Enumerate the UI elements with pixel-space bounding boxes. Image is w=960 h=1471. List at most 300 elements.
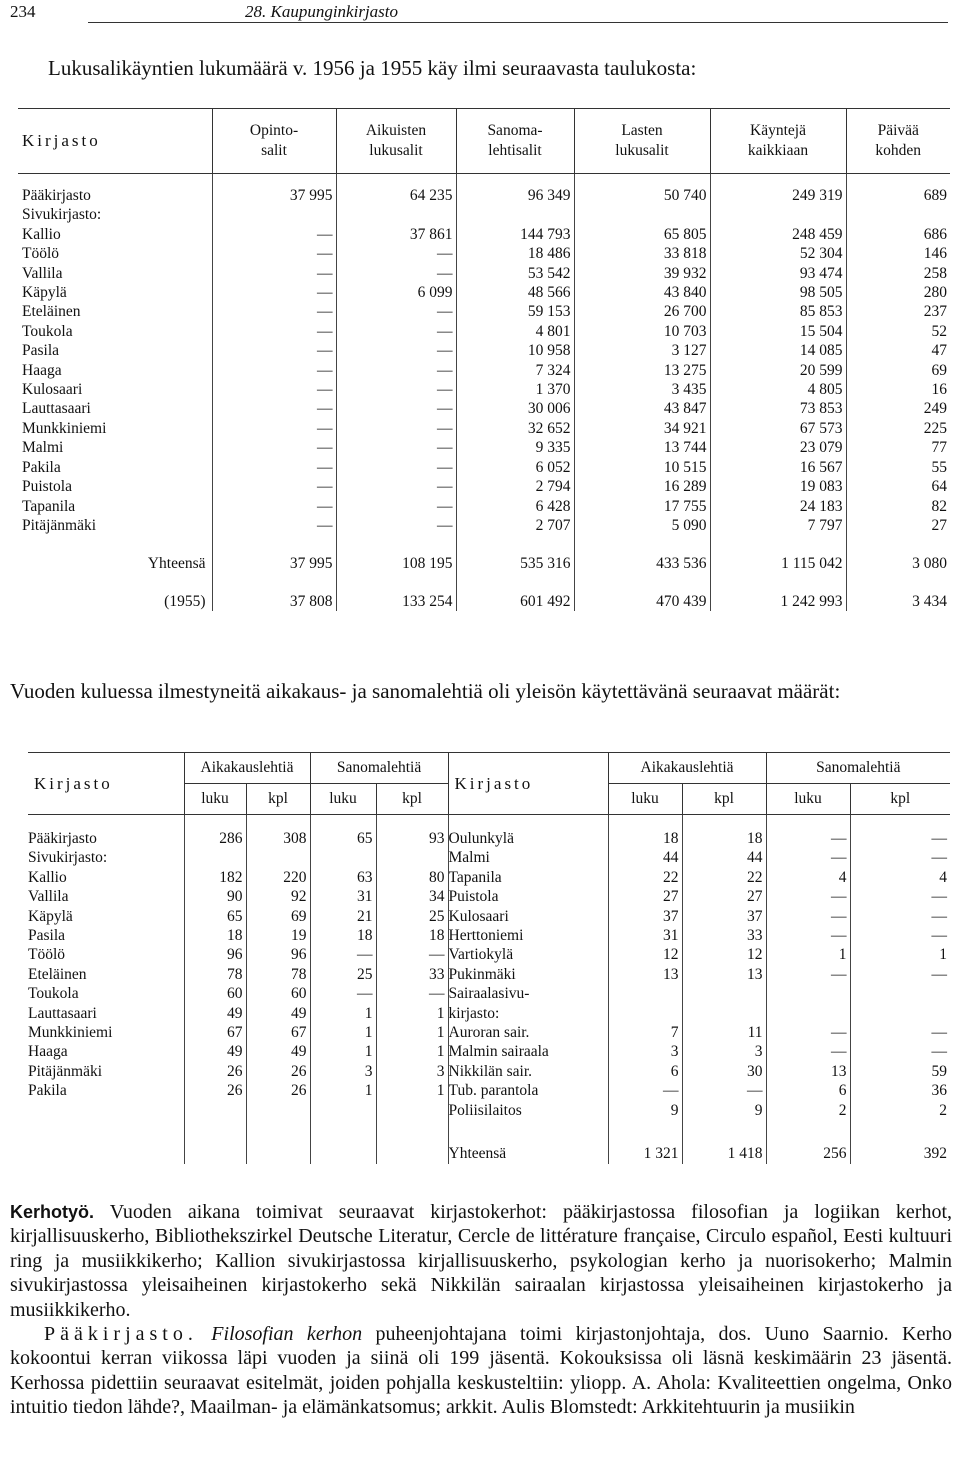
table-row	[18, 322, 950, 341]
table-cell: 11	[682, 1023, 766, 1042]
library-name: Pasila	[22, 342, 60, 360]
table2-header-row-1	[28, 753, 950, 784]
table-cell: 4	[850, 868, 950, 887]
table-cell: 6	[766, 1081, 850, 1100]
table-row	[18, 264, 950, 283]
table-cell: 48 566	[456, 283, 574, 302]
table-cell: 13	[608, 965, 682, 984]
table-cell: 52	[846, 322, 950, 341]
table-cell: 33 818	[574, 244, 710, 263]
library-name: Töölö	[22, 245, 60, 263]
library-name: Haaga	[22, 361, 62, 379]
table-cell: 9 335	[456, 438, 574, 457]
table-cell: 5 090	[574, 516, 710, 535]
library-name: Käpylä	[28, 907, 73, 925]
library-name: Puistola	[22, 478, 72, 496]
table-cell: —	[336, 322, 456, 341]
table-cell: —	[608, 1081, 682, 1100]
library-name: Munkkiniemi	[28, 1024, 113, 1042]
table-cell	[682, 984, 766, 1003]
table-cell: —	[212, 516, 336, 535]
table-cell: 18	[682, 829, 766, 848]
table-row	[18, 361, 950, 380]
table-row	[28, 907, 950, 926]
table-cell: 182	[184, 868, 246, 887]
table-cell: 96	[246, 945, 310, 964]
table1-body	[18, 174, 950, 612]
col-library-left: Kirjasto	[28, 753, 184, 815]
table-cell: 12	[682, 945, 766, 964]
table-cell: —	[212, 438, 336, 457]
table-cell: 98 505	[710, 283, 846, 302]
library-name: Vartiokylä	[448, 945, 608, 964]
table-cell: —	[212, 497, 336, 516]
table-cell: —	[336, 302, 456, 321]
total-cell: 1 418	[682, 1144, 766, 1163]
table-cell: 64	[846, 477, 950, 496]
table-row	[28, 1101, 950, 1120]
table-cell: 280	[846, 283, 950, 302]
table-cell: 93	[376, 829, 448, 848]
table-cell: —	[212, 225, 336, 244]
library-name: Eteläinen	[28, 965, 87, 983]
library-name: Sairaalasivu-	[448, 984, 608, 1003]
table-cell: —	[850, 829, 950, 848]
table-cell: 26	[246, 1081, 310, 1100]
section-lead: Pääkirjasto.	[44, 1323, 198, 1346]
table-cell: 23 079	[710, 438, 846, 457]
library-name: Pasila	[28, 927, 66, 945]
prev-cell: 601 492	[456, 591, 574, 611]
table-cell	[608, 1004, 682, 1023]
library-name: Toukola	[22, 322, 73, 340]
table-cell: 144 793	[456, 225, 574, 244]
table-cell	[682, 1004, 766, 1023]
table-row	[18, 244, 950, 263]
table-cell: 92	[246, 887, 310, 906]
table-cell: —	[336, 458, 456, 477]
table-cell: 82	[846, 497, 950, 516]
table-cell: 9	[608, 1101, 682, 1120]
table-cell: 65 805	[574, 225, 710, 244]
col-titles: luku	[608, 784, 682, 815]
table-cell: 60	[184, 984, 246, 1003]
library-name: Lauttasaari	[28, 1004, 97, 1022]
table-cell: 34	[376, 887, 448, 906]
table-cell: —	[336, 341, 456, 360]
section-lead: Kerhotyö.	[10, 1202, 95, 1222]
table-cell: 73 853	[710, 399, 846, 418]
table-cell	[310, 1101, 376, 1120]
table-cell: 1	[376, 1042, 448, 1061]
table-cell: 26	[246, 1062, 310, 1081]
table-cell: 37 861	[336, 225, 456, 244]
library-name: Munkkiniemi	[22, 419, 107, 437]
table-cell	[574, 205, 710, 224]
col-copies: kpl	[850, 784, 950, 815]
library-name	[28, 1101, 184, 1120]
library-name: Malmi	[448, 848, 608, 867]
paragraph-text: puheenjohtajana toimi kirjastonjohtaja, dos. Uuno Saarnio. Kerho kokoontui kerran viikossa läpi vuoden ja siinä oli 199 jäsentä. Kokouksissa oli läsnä keskimäärin 23 jäsentä. Kerhossa pidettiin seuraavat esitelmät, joiden pohjalla keskusteltiin: yliopp. A. Ahola: Kvaliteettien ongelma, Onko intuitio tiedon lähde?, Maailman- ja elämänkatsomus; arkkit. Aulis Blomstedt: Arkkitehtuurin ja musiikin	[10, 1323, 953, 1419]
table-cell: 49	[246, 1004, 310, 1023]
table-cell: 26	[184, 1081, 246, 1100]
table-cell: 27	[682, 887, 766, 906]
library-name: Kallio	[28, 868, 67, 886]
total-label: Yhteensä	[448, 1144, 608, 1163]
library-name: Käpylä	[22, 284, 67, 302]
table-cell: —	[336, 438, 456, 457]
table-row	[18, 341, 950, 360]
table-row	[28, 1004, 950, 1023]
table-cell: —	[336, 399, 456, 418]
col-study-rooms: Opinto- salit	[212, 109, 336, 174]
library-name: Vallila	[22, 264, 63, 282]
table-cell: 1	[310, 1023, 376, 1042]
table-cell: 12	[608, 945, 682, 964]
table-cell: 4 805	[710, 380, 846, 399]
library-name: Herttoniemi	[448, 926, 608, 945]
table-cell: 27	[846, 516, 950, 535]
table-cell: —	[766, 848, 850, 867]
table-cell: 32 652	[456, 419, 574, 438]
table-cell: 6 428	[456, 497, 574, 516]
table-cell: —	[336, 380, 456, 399]
table-row	[18, 497, 950, 516]
periodicals-table	[28, 752, 950, 1164]
table-row	[18, 419, 950, 438]
table-cell: 6 099	[336, 283, 456, 302]
library-name: Malmi	[22, 439, 64, 457]
library-name: Lauttasaari	[22, 400, 91, 418]
table-cell: 7 797	[710, 516, 846, 535]
table-cell: 16 567	[710, 458, 846, 477]
col-newspapers-left: Sanomalehtiä	[310, 753, 448, 784]
table-cell	[850, 984, 950, 1003]
table-cell: 33	[682, 926, 766, 945]
table-cell: 49	[184, 1004, 246, 1023]
table-cell: 65	[184, 907, 246, 926]
table-cell: —	[310, 945, 376, 964]
club-activities-text	[10, 1200, 952, 1420]
table-cell: 31	[608, 926, 682, 945]
previous-year-row	[18, 591, 950, 611]
table2-body	[28, 815, 950, 1164]
table-cell: 258	[846, 264, 950, 283]
table-cell: 37 995	[212, 186, 336, 205]
table-cell: 1 370	[456, 380, 574, 399]
table-cell: 1	[850, 945, 950, 964]
table-row	[28, 868, 950, 887]
table-cell: 19 083	[710, 477, 846, 496]
table-cell: 39 932	[574, 264, 710, 283]
table-cell: 18	[376, 926, 448, 945]
table-cell: —	[766, 887, 850, 906]
table-cell: —	[850, 965, 950, 984]
table-cell: 4	[766, 868, 850, 887]
table-row	[28, 1081, 950, 1100]
table-cell: 43 840	[574, 283, 710, 302]
table-cell: —	[336, 264, 456, 283]
table-cell: 249 319	[710, 186, 846, 205]
table-cell	[376, 848, 448, 867]
table-cell: 7 324	[456, 361, 574, 380]
table-cell: 20 599	[710, 361, 846, 380]
table-row	[28, 887, 950, 906]
table-cell: —	[766, 965, 850, 984]
table-cell: 25	[310, 965, 376, 984]
total-cell: 1 115 042	[710, 553, 846, 573]
table-cell: —	[850, 926, 950, 945]
table-row	[28, 829, 950, 848]
table-cell: 67	[246, 1023, 310, 1042]
intro-paragraph-1: Lukusalikäyntien lukumäärä v. 1956 ja 1955 käy ilmi seuraavasta taulukosta:	[48, 56, 697, 80]
table-cell: 3	[682, 1042, 766, 1061]
table-cell: 37	[682, 907, 766, 926]
table-cell: 2 794	[456, 477, 574, 496]
table-cell: 93 474	[710, 264, 846, 283]
table-cell: 14 085	[710, 341, 846, 360]
table-cell: 220	[246, 868, 310, 887]
total-cell: 3 080	[846, 553, 950, 573]
table-cell: 78	[246, 965, 310, 984]
table-cell: 53 542	[456, 264, 574, 283]
table-cell: 3	[310, 1062, 376, 1081]
table-cell: 85 853	[710, 302, 846, 321]
table-cell: 49	[184, 1042, 246, 1061]
col-library: Kirjasto	[18, 109, 212, 174]
col-copies: kpl	[682, 784, 766, 815]
table-row	[18, 458, 950, 477]
table-cell	[246, 848, 310, 867]
total-cell: 433 536	[574, 553, 710, 573]
table-cell: 30	[682, 1062, 766, 1081]
table-row	[28, 926, 950, 945]
paragraph-paakirjasto	[10, 1322, 952, 1420]
table-cell: —	[766, 829, 850, 848]
table-cell: —	[212, 244, 336, 263]
library-name: Vallila	[28, 888, 69, 906]
table-cell: 50 740	[574, 186, 710, 205]
table-cell: 10 703	[574, 322, 710, 341]
table-row	[18, 477, 950, 496]
table-cell: —	[850, 887, 950, 906]
club-name: Filosofian kerhon	[211, 1323, 363, 1346]
table-cell: 10 958	[456, 341, 574, 360]
table-cell: 2 707	[456, 516, 574, 535]
table-cell: —	[212, 341, 336, 360]
col-copies: kpl	[376, 784, 448, 815]
table-cell: 13 275	[574, 361, 710, 380]
library-name: Kulosaari	[448, 907, 608, 926]
table-row	[18, 283, 950, 302]
table-cell: 18	[608, 829, 682, 848]
library-name: kirjasto:	[448, 1004, 608, 1023]
table-cell	[456, 205, 574, 224]
table-cell: —	[376, 945, 448, 964]
table-cell: 37	[608, 907, 682, 926]
table-cell: 146	[846, 244, 950, 263]
paragraph-kerhotyo	[10, 1200, 952, 1322]
table-cell: 1	[376, 1004, 448, 1023]
table-cell: 13 744	[574, 438, 710, 457]
table-cell: 6 052	[456, 458, 574, 477]
table-cell: —	[682, 1081, 766, 1100]
table-cell: —	[212, 322, 336, 341]
table-cell: —	[336, 244, 456, 263]
table-row	[28, 945, 950, 964]
table-cell: 36	[850, 1081, 950, 1100]
table-cell: —	[336, 361, 456, 380]
table-cell: —	[766, 1023, 850, 1042]
table-cell	[184, 848, 246, 867]
table-cell	[846, 205, 950, 224]
table-cell	[246, 1101, 310, 1120]
table-cell	[766, 984, 850, 1003]
table-row	[28, 1023, 950, 1042]
table-cell: 2	[850, 1101, 950, 1120]
table-cell: 44	[608, 848, 682, 867]
table-cell: 16 289	[574, 477, 710, 496]
table-cell: 33	[376, 965, 448, 984]
table-row	[28, 848, 950, 867]
table-cell: 65	[310, 829, 376, 848]
library-name: Kulosaari	[22, 381, 83, 399]
table-cell: 18	[184, 926, 246, 945]
total-label: Yhteensä	[147, 554, 206, 572]
table-cell: 686	[846, 225, 950, 244]
library-name: Pukinmäki	[448, 965, 608, 984]
table-cell: 6	[608, 1062, 682, 1081]
table-cell: —	[212, 477, 336, 496]
table-cell: 225	[846, 419, 950, 438]
table-row	[18, 225, 950, 244]
col-library-right: Kirjasto	[448, 753, 608, 815]
header-rule	[88, 22, 948, 23]
table-cell: —	[310, 984, 376, 1003]
table-cell: —	[336, 477, 456, 496]
table-cell: 2	[766, 1101, 850, 1120]
col-total-visits: Käyntejä kaikkiaan	[710, 109, 846, 174]
table-cell	[336, 205, 456, 224]
table-cell: 13	[682, 965, 766, 984]
table-cell: 49	[246, 1042, 310, 1061]
table-cell: 9	[682, 1101, 766, 1120]
prev-cell: 1 242 993	[710, 591, 846, 611]
table-cell: 96 349	[456, 186, 574, 205]
table-cell: 26 700	[574, 302, 710, 321]
table-cell: —	[212, 264, 336, 283]
table-cell: 77	[846, 438, 950, 457]
table-cell: 689	[846, 186, 950, 205]
col-adult-rooms: Aikuisten lukusalit	[336, 109, 456, 174]
table-cell: —	[850, 1042, 950, 1061]
table-cell: 63	[310, 868, 376, 887]
table-cell: —	[850, 848, 950, 867]
col-newspaper-rooms: Sanoma- lehtisalit	[456, 109, 574, 174]
table-cell: —	[850, 907, 950, 926]
running-title: 28. Kaupunginkirjasto	[245, 2, 399, 21]
library-name: Töölö	[28, 946, 66, 964]
table-cell: 7	[608, 1023, 682, 1042]
table-row	[18, 186, 950, 205]
prev-cell: 3 434	[846, 591, 950, 611]
table-cell: —	[376, 984, 448, 1003]
table-cell: 1	[376, 1023, 448, 1042]
table-cell: 67 573	[710, 419, 846, 438]
table-row	[28, 965, 950, 984]
total-cell: 256	[766, 1144, 850, 1163]
table-cell: 249	[846, 399, 950, 418]
table-cell: —	[212, 361, 336, 380]
col-periodicals-right: Aikakauslehtiä	[608, 753, 766, 784]
table-cell: —	[212, 302, 336, 321]
col-copies: kpl	[246, 784, 310, 815]
library-name: Kallio	[22, 225, 61, 243]
table-cell: 15 504	[710, 322, 846, 341]
table-header-row	[18, 109, 950, 174]
table-cell: 248 459	[710, 225, 846, 244]
table-row	[18, 205, 950, 224]
total-cell: 535 316	[456, 553, 574, 573]
table-cell: 18 486	[456, 244, 574, 263]
table-cell: 22	[608, 868, 682, 887]
total-cell: 392	[850, 1144, 950, 1163]
table-cell	[850, 1004, 950, 1023]
table-cell: 22	[682, 868, 766, 887]
library-name: Poliisilaitos	[448, 1101, 608, 1120]
table-cell: 1	[310, 1042, 376, 1061]
col-children-rooms: Lasten lukusalit	[574, 109, 710, 174]
total-cell: 1 321	[608, 1144, 682, 1163]
table-cell: 26	[184, 1062, 246, 1081]
table-cell: 18	[310, 926, 376, 945]
total-row	[28, 1144, 950, 1163]
prev-cell: 133 254	[336, 591, 456, 611]
table-cell	[376, 1101, 448, 1120]
col-periodicals-left: Aikakauslehtiä	[184, 753, 310, 784]
table-cell: —	[850, 1023, 950, 1042]
table-row	[28, 1062, 950, 1081]
table-cell: 4 801	[456, 322, 574, 341]
total-row	[18, 553, 950, 573]
table-cell: 64 235	[336, 186, 456, 205]
table-cell: 80	[376, 868, 448, 887]
table-row	[28, 984, 950, 1003]
table-cell: 3	[608, 1042, 682, 1061]
reading-room-visits-table	[18, 108, 950, 611]
library-name: Pääkirjasto	[22, 187, 91, 204]
table-cell	[710, 205, 846, 224]
library-name: Toukola	[28, 985, 79, 1003]
paragraph-text: Vuoden aikana toimivat seuraavat kirjastokerhot: pääkirjastossa filosofian ja logiikan kerhot, kirjallisuuskerho, Bibliothekszirkel Deutsche Literatur, Cercle de littérature française, Circulo español, Eesti kultuuri ring ja musiikkikerho; Kallion sivukirjastossa kirjallisuuskerho, psykologian kerho ja nuorisokerho; Malmin sivukirjastossa yleisaiheinen kirjastokerho sekä Nikkilän sairaalan kirjastossa yleisaiheinen kirjastokerho ja musiikkikerho.	[10, 1201, 952, 1321]
table-cell: —	[212, 419, 336, 438]
table-cell: 60	[246, 984, 310, 1003]
table-cell: 16	[846, 380, 950, 399]
library-name: Haaga	[28, 1043, 68, 1061]
col-titles: luku	[766, 784, 850, 815]
table-cell: 24 183	[710, 497, 846, 516]
library-name: Sivukirjasto:	[28, 849, 108, 867]
table-cell: —	[212, 458, 336, 477]
library-name: Oulunkylä	[448, 829, 608, 848]
table-row	[18, 302, 950, 321]
table-cell: 3 435	[574, 380, 710, 399]
table-cell: 1	[376, 1081, 448, 1100]
library-name: Pakila	[22, 458, 61, 476]
table-row	[28, 1042, 950, 1061]
table-cell: 52 304	[710, 244, 846, 263]
col-newspapers-right: Sanomalehtiä	[766, 753, 950, 784]
